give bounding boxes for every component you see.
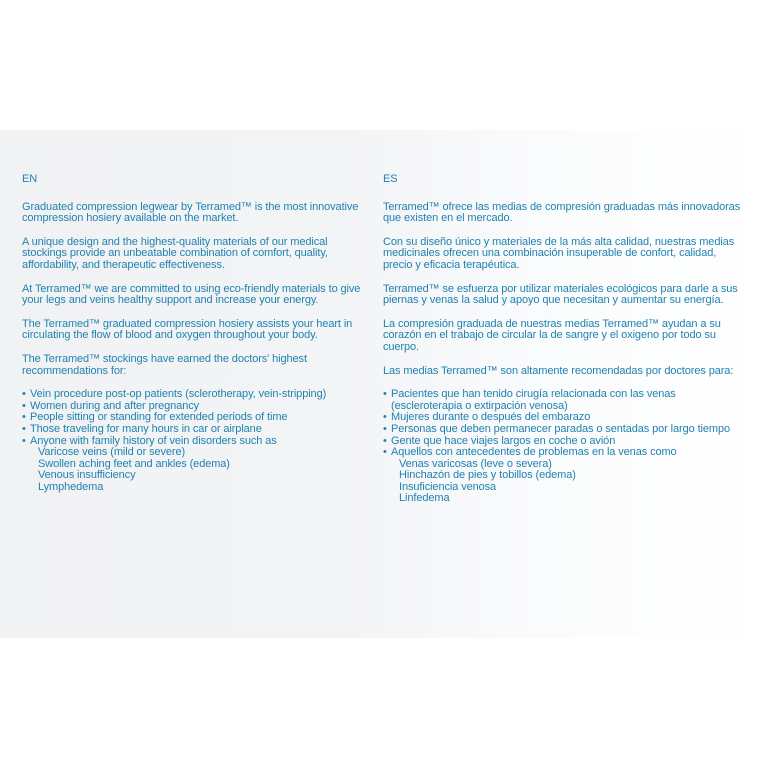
recommendation-list-en [22, 389, 370, 493]
list-item: • Pacientes que han tenido cirugía relacionada con las venas (escleroterapia o extirpación venosa) [383, 389, 743, 412]
paragraph-eco-en: At Terramed™ we are committed to using eco-friendly materials to give your legs and veins healthy support and increase your energy. [22, 282, 361, 307]
list-item: • Mujeres durante o después del embarazo [383, 412, 743, 424]
list-item: • Those traveling for many hours in car or airplane [22, 424, 370, 436]
recommendation-list-es [383, 389, 743, 505]
sub-list-item: Venas varicosas (leve o severa) [399, 457, 552, 470]
list-item: • Gente que hace viajes largos en coche o avión [383, 436, 743, 448]
spanish-column [383, 174, 743, 505]
paragraph-recommendations-es: Las medias Terramed™ son altamente recomendadas por doctores para: [383, 364, 734, 377]
brochure-panel [0, 130, 768, 638]
sub-list-item: Varicose veins (mild or severe) [38, 446, 186, 459]
sub-list-item: Swollen aching feet and ankles (edema) [38, 457, 230, 470]
paragraph-intro-es: Terramed™ ofrece las medias de compresión graduadas más innovadoras que existen en el mercado. [383, 200, 741, 225]
vein-disorder-list-en [30, 447, 370, 493]
list-item-text: Aquellos con antecedentes de problemas en la venas como [391, 446, 677, 459]
list-item-text: Anyone with family history of vein disorders such as [30, 434, 277, 447]
list-item-with-subitems [383, 447, 743, 505]
paragraph-eco-es: Terramed™ se esfuerza por utilizar materiales ecológicos para darle a sus piernas y venas la salud y apoyo que necesitan y aumentar su energía. [383, 282, 738, 307]
list-item-with-subitems [22, 436, 370, 494]
vein-disorder-list-es [391, 459, 743, 505]
paragraph-design-en: A unique design and the highest-quality materials of our medical stockings provide an unbeatable combination of comfort, quality, affordability, and therapeutic effectiveness. [22, 235, 328, 271]
list-item: • Vein procedure post-op patients (sclerotherapy, vein-stripping) [22, 389, 370, 401]
sub-list-item: Venous insufficiency [38, 469, 136, 482]
paragraph-recommendations-en: The Terramed™ stockings have earned the doctors' highest recommendations for: [22, 352, 307, 377]
paragraph-design-es: Con su diseño único y materiales de la más alta calidad, nuestras medias medicinales ofrecen una combinación insuperable de confort, calidad, precio y eficacia terapéutica. [383, 235, 735, 271]
language-label-en: EN [22, 173, 38, 185]
english-column [22, 174, 370, 493]
paragraph-intro-en: Graduated compression legwear by Terramed™ is the most innovative compression hosiery available on the market. [22, 200, 359, 225]
list-item: • Personas que deben permanecer paradas o sentadas por largo tiempo [383, 424, 743, 436]
paragraph-circulation-en: The Terramed™ graduated compression hosiery assists your heart in circulating the flow of blood and oxygen throughout your body. [22, 317, 353, 342]
paragraph-circulation-es: La compresión graduada de nuestras medias Terramed™ ayudan a su corazón en el trabajo de circular la de sangre y el oxigeno por todo su cuerpo. [383, 317, 721, 353]
sub-list-item: Linfedema [399, 492, 450, 505]
list-item: • People sitting or standing for extended periods of time [22, 412, 370, 424]
sub-list-item: Lymphedema [38, 480, 104, 493]
language-label-es: ES [383, 173, 398, 185]
sub-list-item: Insuficiencia venosa [399, 480, 497, 493]
list-item: • Women during and after pregnancy [22, 401, 370, 413]
sub-list-item: Hinchazón de pies y tobillos (edema) [399, 469, 576, 482]
